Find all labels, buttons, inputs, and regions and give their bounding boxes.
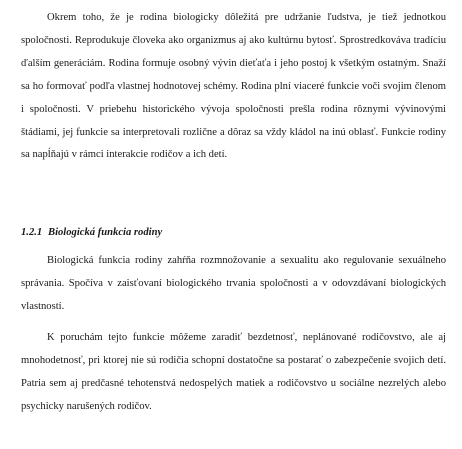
paragraph-function-disorders: K poruchám tejto funkcie môžeme zaradiť bezdetnosť, neplánované rodičovstvo, ale aj mnohodetnosť, pri ktorej nie sú rodičia schopní dostatočne sa postarať o zabezpečenie svojich detí. Patria sem aj predčasné tehotenstvá nedospelých matiek a rodičovstvo u sociálne nezrelých alebo psychicky narušených rodičov. bbox=[21, 332, 446, 412]
section-number: 1.2.1 bbox=[21, 227, 43, 238]
section-title: Biologická funkcia rodiny bbox=[48, 227, 163, 238]
paragraph-biological-function: Biologická funkcia rodiny zahŕňa rozmnožovanie a sexualitu ako regulovanie sexuálneho správania. Spočíva v zaisťovaní biologického trvania spoločnosti a v odovzdávaní biologických vlastností. bbox=[21, 255, 446, 312]
section-heading bbox=[21, 226, 162, 240]
paragraph-family-importance: Okrem toho, že je rodina biologicky dôležitá pre udržanie ľudstva, je tiež jednotkou spoločnosti. Reprodukuje človeka ako organizmus aj ako kultúrnu bytosť. Sprostredkováva tradíciu ďalším generáciám. Rodina formuje osobný vývin dieťaťa i jeho postoj k všetkým ostatným. Snaží sa ho formovať podľa vlastnej hodnotovej schémy. Rodina plní viaceré funkcie voči svojim členom i spoločnosti. V priebehu historického vývoja spoločnosti prešla rodina rôznymi vývinovými štádiami, jej funkcie sa interpretovali rozlične a dôraz sa vždy kládol na inú oblasť. Funkcie rodiny sa napĺňajú v rámci interakcie rodičov a ich detí. bbox=[21, 12, 446, 161]
